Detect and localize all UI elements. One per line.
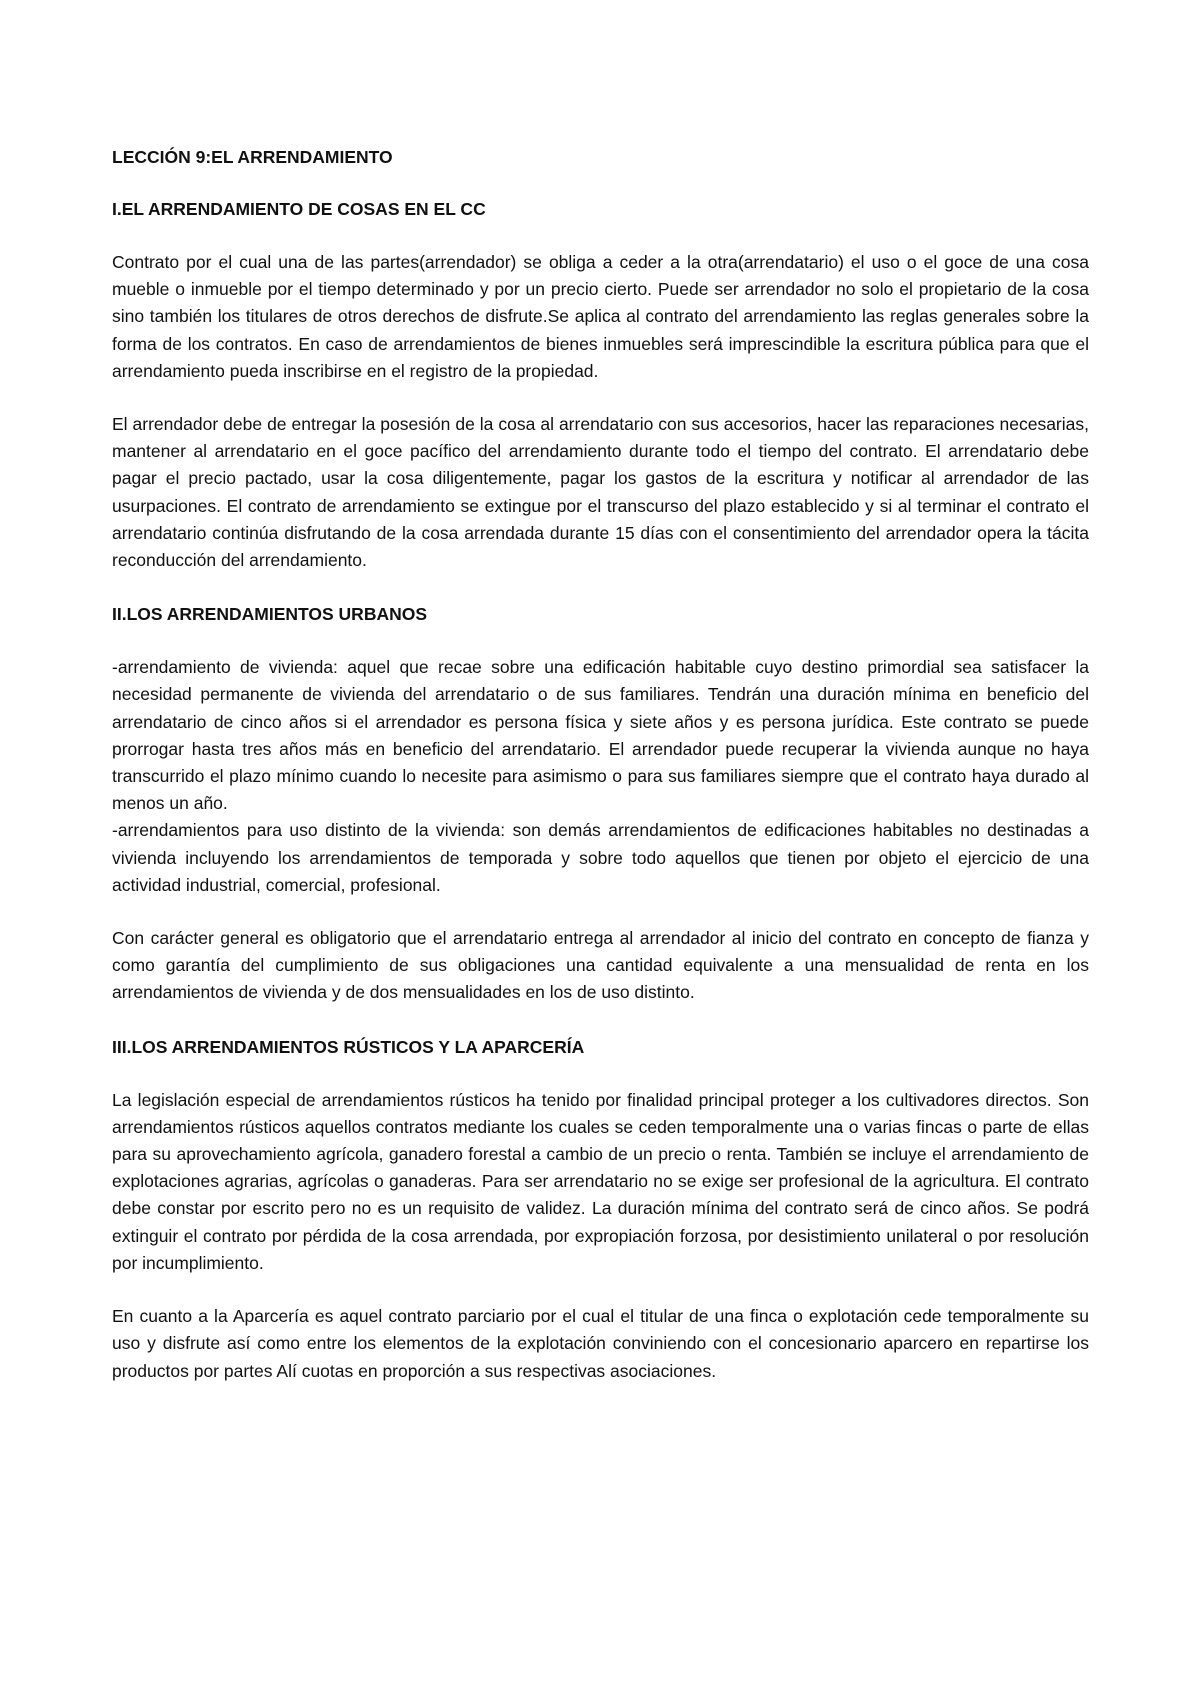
paragraph: Con carácter general es obligatorio que el arrendatario entrega al arrendador al inicio del contrato en concepto de fianza y como garantía del cumplimiento de sus obligaciones una cantidad equivalente a una mensualidad de renta en los arrendamientos de vivienda y de dos mensualidades en los de uso distinto.	[112, 928, 1089, 1003]
paragraph: -arrendamiento de vivienda: aquel que recae sobre una edificación habitable cuyo destino primordial sea satisfacer la necesidad permanente de vivienda del arrendatario o de sus familiares. Tendrán una duración mínima en beneficio del arrendatario de cinco años si el arrendador es persona física y siete años y es persona jurídica. Este contrato se puede prorrogar hasta tres años más en beneficio del arrendatario. El arrendador puede recuperar la vivienda aunque no haya transcurrido el plazo mínimo cuando lo necesite para asimismo o para sus familiares siempre que el contrato haya durado al menos un año.	[112, 657, 1089, 814]
document-page	[112, 143, 1089, 1411]
section-heading-2: II.LOS ARRENDAMIENTOS URBANOS	[112, 604, 428, 625]
paragraph: El arrendador debe de entregar la posesión de la cosa al arrendatario con sus accesorios, hacer las reparaciones necesarias, mantener al arrendatario en el goce pacífico del arrendamiento durante todo el tiempo del contrato. El arrendatario debe pagar el precio pactado, usar la cosa diligentemente, pagar los gastos de la escritura y notificar al arrendador de las usurpaciones. El contrato de arrendamiento se extingue por el transcurso del plazo establecido y si al terminar el contrato el arrendatario continúa disfrutando de la cosa arrendada durante 15 días con el consentimiento del arrendador opera la tácita reconducción del arrendamiento.	[112, 414, 1089, 571]
section-heading-3: III.LOS ARRENDAMIENTOS RÚSTICOS Y LA APARCERÍA	[112, 1036, 585, 1057]
paragraph: La legislación especial de arrendamientos rústicos ha tenido por finalidad principal proteger a los cultivadores directos. Son arrendamientos rústicos aquellos contratos mediante los cuales se ceden temporalmente una o varias fincas o parte de ellas para su aprovechamiento agrícola, ganadero forestal a cambio de un precio o renta. También se incluye el arrendamiento de explotaciones agrarias, agrícolas o ganaderas. Para ser arrendatario no se exige ser profesional de la agricultura. El contrato debe constar por escrito pero no es un requisito de validez. La duración mínima del contrato será de cinco años. Se podrá extinguir el contrato por pérdida de la cosa arrendada, por expropiación forzosa, por desistimiento unilateral o por resolución por incumplimiento.	[112, 1089, 1089, 1273]
section-heading-1: I.EL ARRENDAMIENTO DE COSAS EN EL CC	[112, 199, 486, 219]
paragraph: Contrato por el cual una de las partes(arrendador) se obliga a ceder a la otra(arrendatario) el uso o el goce de una cosa mueble o inmueble por el tiempo determinado y por un precio cierto. Puede ser arrendador no solo el propietario de la cosa sino también los titulares de otros derechos de disfrute.Se aplica al contrato del arrendamiento las reglas generales sobre la forma de los contratos. En caso de arrendamientos de bienes inmuebles será imprescindible la escritura pública para que el arrendamiento pueda inscribirse en el registro de la propiedad.	[112, 252, 1089, 381]
paragraph: En cuanto a la Aparcería es aquel contrato parciario por el cual el titular de una finca o explotación cede temporalmente su uso y disfrute así como entre los elementos de la explotación conviniendo con el concesionario aparcero en repartirse los productos por partes Alí cuotas en proporción a sus respectivas asociaciones.	[112, 1306, 1089, 1381]
paragraph: -arrendamientos para uso distinto de la vivienda: son demás arrendamientos de edificaciones habitables no destinadas a vivienda incluyendo los arrendamientos de temporada y sobre todo aquellos que tienen por objeto el ejercicio de una actividad industrial, comercial, profesional.	[112, 820, 1089, 895]
document-title: LECCIÓN 9:EL ARRENDAMIENTO	[112, 147, 393, 167]
